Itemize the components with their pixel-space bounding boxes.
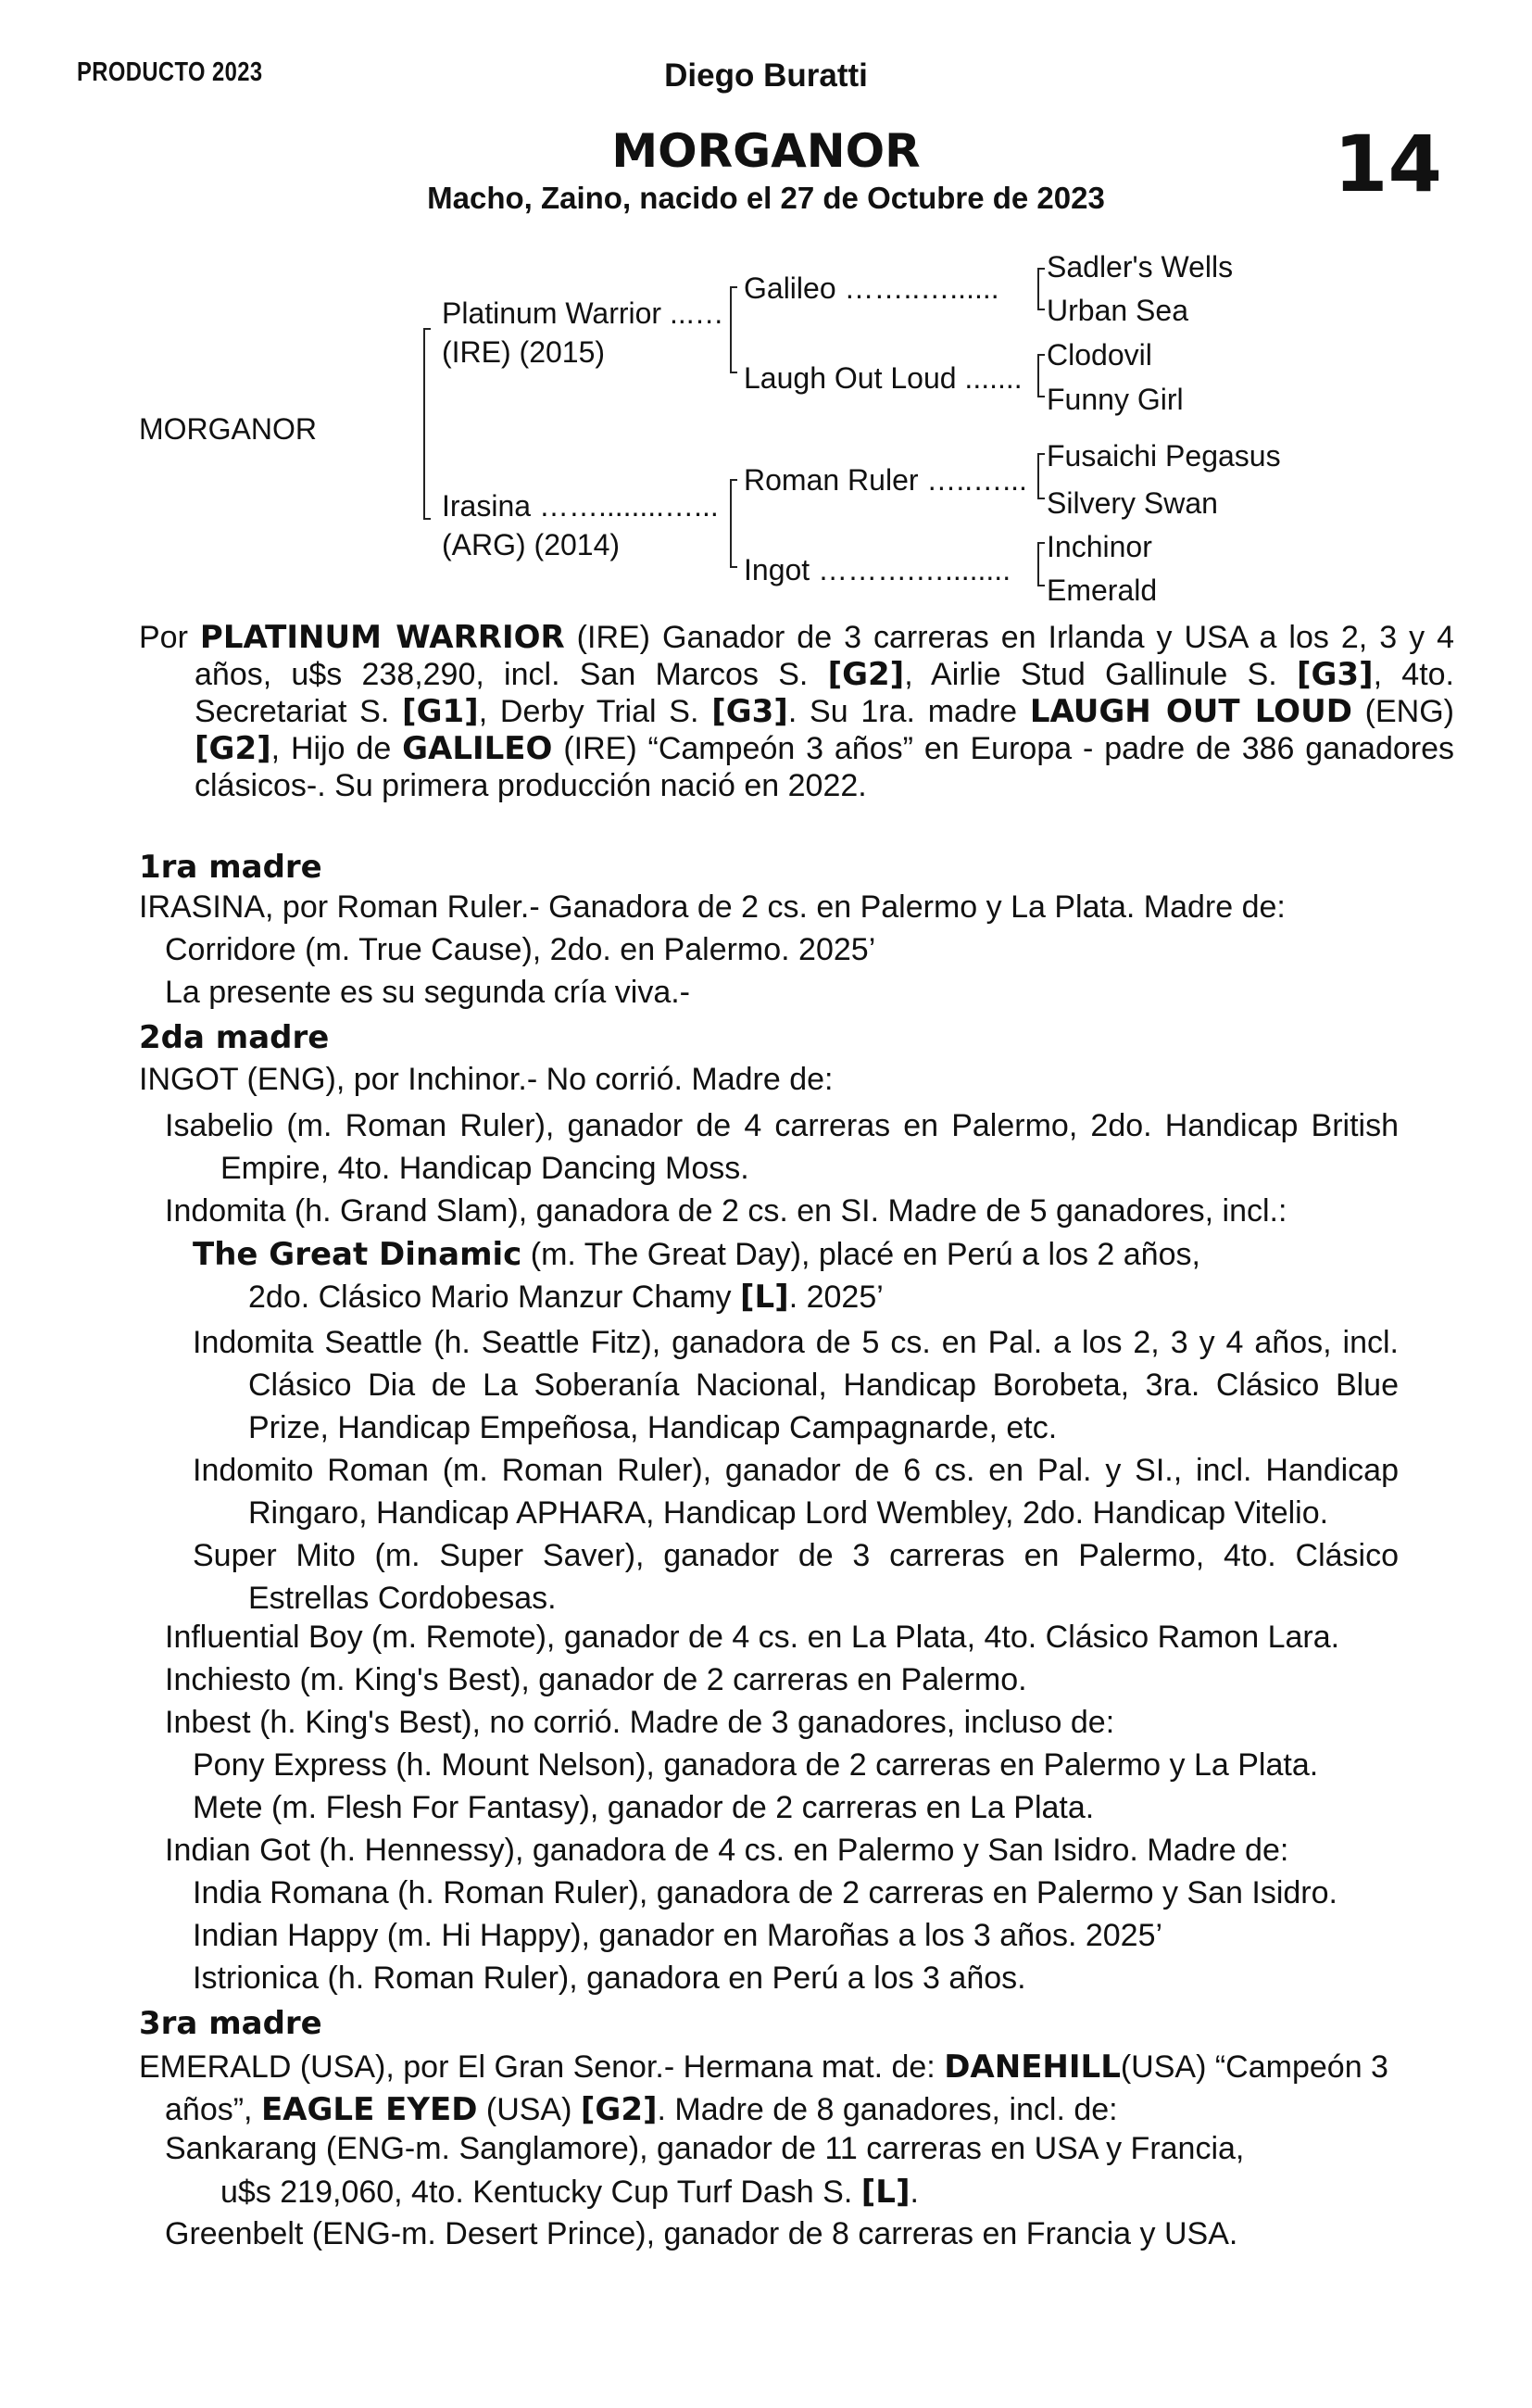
entry-inbest: Inbest (h. King's Best), no corrió. Madre de 3 ganadores, incluso de: <box>165 1705 1115 1740</box>
pedigree-ssd: Urban Sea <box>1047 294 1188 327</box>
entry-pony-express: Pony Express (h. Mount Nelson), ganadora de 2 carreras en Palermo y La Plata. <box>193 1747 1319 1783</box>
entry-indian-got: Indian Got (h. Hennessy), ganadora de 4 cs. en Palermo y San Isidro. Madre de: <box>165 1833 1289 1868</box>
pedigree-sdd: Funny Girl <box>1047 383 1184 416</box>
entry-isabelio: Isabelio (m. Roman Ruler), ganador de 4 carreras en Palermo, 2do. Handicap British Empire, 4to. Handicap Dancing Moss. <box>165 1108 1399 1186</box>
horse-description: Macho, Zaino, nacido el 27 de Octubre de 2023 <box>427 181 1105 215</box>
first-dam-note: La presente es su segunda cría viva.- <box>165 975 690 1010</box>
entry-istrionica: Istrionica (h. Roman Ruler), ganadora en Perú a los 3 años. <box>193 1960 1026 1996</box>
entry-inchiesto: Inchiesto (m. King's Best), ganador de 2 carreras en Palermo. <box>165 1662 1027 1697</box>
pedigree-sire-sire: Galileo ……..…...... <box>744 271 999 305</box>
breeder-name: Diego Buratti <box>664 57 868 94</box>
pedigree-dam-dam: Ingot ……….…........ <box>744 553 1011 586</box>
pedigree-brackets <box>0 0 1532 611</box>
producto-label: PRODUCTO 2023 <box>77 57 263 87</box>
entry-indomita-seattle: Indomita Seattle (h. Seattle Fitz), ganadora de 5 cs. en Pal. a los 2, 3 y 4 años, incl. Clásico Dia de La Soberanía Nacional, Handicap Borobeta, 3ra. Clásico Blue Prize, Handicap Empeñosa, Handicap Campagnarde, etc. <box>193 1325 1399 1445</box>
first-dam-offspring: Corridore (m. True Cause), 2do. en Palermo. 2025’ <box>165 932 876 967</box>
pedigree-sire: Platinum Warrior ...… <box>442 296 724 330</box>
third-dam-heading: 3ra madre <box>139 2005 322 2042</box>
pedigree-dam-sire: Roman Ruler …..…... <box>744 463 1027 497</box>
entry-indomita: Indomita (h. Grand Slam), ganadora de 2 cs. en SI. Madre de 5 ganadores, incl.: <box>165 1193 1287 1229</box>
pedigree-subject: MORGANOR <box>139 412 317 446</box>
entry-indomito-roman: Indomito Roman (m. Roman Ruler), ganador de 6 cs. en Pal. y SI., incl. Handicap Ringaro, Handicap APHARA, Handicap Lord Wembley, 2do. Handicap Vitelio. <box>193 1453 1399 1531</box>
first-dam-heading: 1ra madre <box>139 849 322 886</box>
entry-indian-happy: Indian Happy (m. Hi Happy), ganador en Maroñas a los 3 años. 2025’ <box>193 1918 1163 1953</box>
sire-paragraph: Por PLATINUM WARRIOR (IRE) Ganador de 3 carreras en Irlanda y USA a los 2, 3 y 4 años, u$s 238,290, incl. San Marcos S. [G2], Airlie Stud Gallinule S. [G3], 4to. Secretariat S. [G1], Derby Trial S. [G3]. Su 1ra. madre LAUGH OUT LOUD (ENG) [G2], Hijo de GALILEO (IRE) “Campeón 3 años” en Europa - padre de 386 ganadores clásicos-. Su primera producción nació en 2022. <box>139 619 1454 803</box>
entry-the-great-dinamic-2: 2do. Clásico Mario Manzur Chamy [L]. 2025’ <box>248 1279 884 1316</box>
pedigree-ddd: Emerald <box>1047 574 1158 607</box>
lot-number: 14 <box>1334 119 1442 209</box>
entry-india-romana: India Romana (h. Roman Ruler), ganadora de 2 carreras en Palermo y San Isidro. <box>193 1875 1337 1910</box>
entry-greenbelt: Greenbelt (ENG-m. Desert Prince), ganador de 8 carreras en Francia y USA. <box>165 2216 1238 2251</box>
third-dam-paragraph: EMERALD (USA), por El Gran Senor.- Hermana mat. de: DANEHILL(USA) “Campeón 3 años”, EAGLE EYED (USA) [G2]. Madre de 8 ganadores, incl. de: <box>139 2049 1388 2128</box>
pedigree-sire-origin: (IRE) (2015) <box>442 335 606 369</box>
pedigree-sire-dam: Laugh Out Loud ....... <box>744 361 1023 395</box>
entry-influential-boy: Influential Boy (m. Remote), ganador de 4 cs. en La Plata, 4to. Clásico Ramon Lara. <box>165 1620 1340 1655</box>
entry-sankarang: Sankarang (ENG-m. Sanglamore), ganador de 11 carreras en USA y Francia, <box>165 2131 1245 2166</box>
second-dam-heading: 2da madre <box>139 1019 330 1056</box>
second-dam-line: INGOT (ENG), por Inchinor.- No corrió. Madre de: <box>139 1062 834 1097</box>
entry-the-great-dinamic: The Great Dinamic (m. The Great Day), placé en Perú a los 2 años, <box>193 1236 1200 1273</box>
pedigree-dds: Inchinor <box>1047 530 1152 563</box>
pedigree-sss: Sadler's Wells <box>1047 250 1234 284</box>
horse-name-title: MORGANOR <box>611 124 921 178</box>
pedigree-dss: Fusaichi Pegasus <box>1047 439 1281 473</box>
pedigree-sds: Clodovil <box>1047 338 1152 372</box>
pedigree-dam-origin: (ARG) (2014) <box>442 528 621 561</box>
entry-sankarang-2: u$s 219,060, 4to. Kentucky Cup Turf Dash S. [L]. <box>220 2174 919 2211</box>
entry-mete: Mete (m. Flesh For Fantasy), ganador de 2 carreras en La Plata. <box>193 1790 1095 1825</box>
first-dam-line: IRASINA, por Roman Ruler.- Ganadora de 2 cs. en Palermo y La Plata. Madre de: <box>139 889 1286 925</box>
pedigree-dam: Irasina ……........…... <box>442 489 719 523</box>
pedigree-dsd: Silvery Swan <box>1047 486 1218 520</box>
entry-super-mito: Super Mito (m. Super Saver), ganador de 3 carreras en Palermo, 4to. Clásico Estrellas Cordobesas. <box>193 1538 1399 1616</box>
